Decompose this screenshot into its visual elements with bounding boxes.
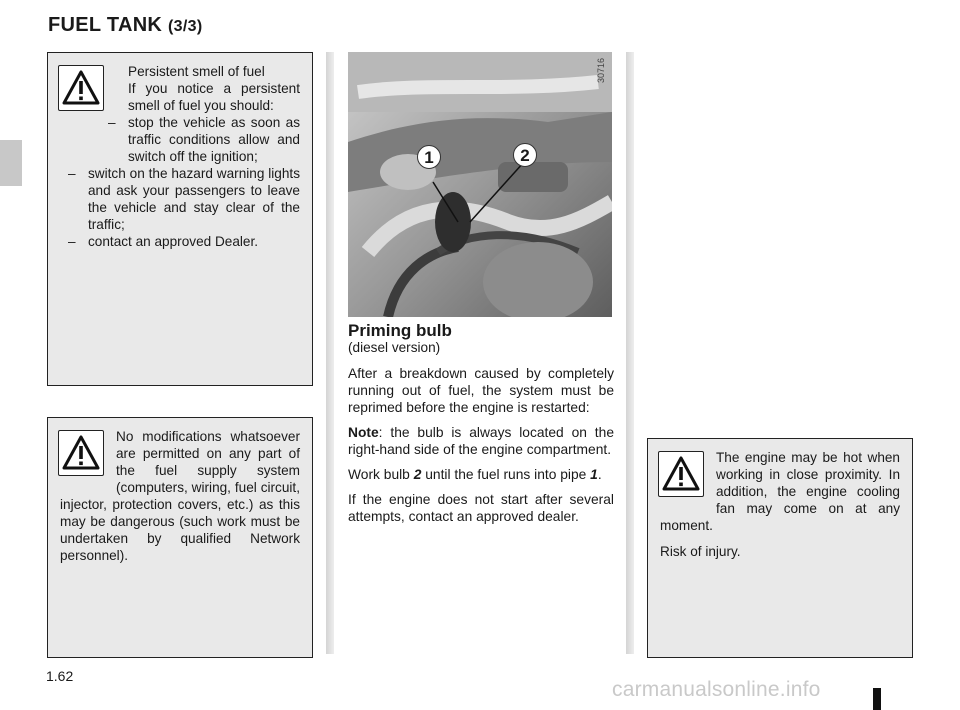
paragraph: After a breakdown caused by completely running out of fuel, the system must be reprimed before the engine is restarted: [348, 366, 614, 415]
note-label: Note [348, 425, 379, 440]
instruction-paragraph [348, 466, 614, 483]
note-paragraph [348, 424, 614, 458]
page-number: 1.62 [46, 668, 74, 684]
instruction-text: until the fuel runs into pipe [421, 467, 591, 482]
warning-text: The engine may be hot when working in close proximity. In addition, the engine cooling fan may come on at any moment. [660, 450, 900, 533]
warning-risk: Risk of injury. [660, 544, 741, 559]
callout-1: 1 [417, 145, 441, 169]
warning-box-fuel-smell [47, 52, 313, 386]
watermark: carmanualsonline.info [612, 678, 821, 701]
paragraph: If the engine does not start after several attempts, contact an approved dealer. [348, 492, 614, 524]
warning-triangle-icon [658, 451, 704, 497]
column-divider-right [626, 52, 634, 654]
page-title [48, 14, 202, 37]
warning-list-item: – switch on the hazard warning lights and ask your passengers to leave the vehicle and stay clear of the traffic; [60, 165, 300, 233]
callout-2: 2 [513, 143, 537, 167]
pipe-ref: 1 [590, 467, 598, 482]
priming-section [348, 322, 614, 533]
section-tab [0, 140, 22, 186]
page-title-suffix: (3/3) [168, 18, 203, 35]
warning-list-item: – contact an approved Dealer. [60, 233, 300, 250]
figure-id: 30716 [596, 58, 606, 84]
warning-intro: If you notice a persistent smell of fuel you should: [128, 81, 300, 113]
warning-heading: Persistent smell of fuel [128, 64, 265, 79]
warning-box-modifications [47, 417, 313, 658]
warning-box-engine-hot [647, 438, 913, 658]
section-variant: (diesel version) [348, 340, 441, 355]
instruction-text: Work bulb [348, 467, 414, 482]
warning-list-item: – stop the vehicle as soon as traffic conditions allow and switch off the ignition; [100, 114, 300, 165]
bulb-ref: 2 [413, 467, 422, 482]
page-title-text: FUEL TANK [48, 14, 163, 36]
instruction-text: . [597, 467, 602, 482]
warning-text: No modifications whatsoever are permitted on any part of the fuel supply system (computers, wiring, fuel circuit, injector, protection covers, etc.) as this may be dangerous (such work must be undertaken by qualified Network personnel). [60, 429, 300, 563]
warning-triangle-icon [58, 430, 104, 476]
column-divider-left [326, 52, 334, 654]
note-text: : the bulb is always located on the right-hand side of the engine compartment. [348, 425, 614, 457]
engine-photo [348, 52, 612, 317]
corner-marker [873, 688, 881, 710]
section-heading: Priming bulb [348, 321, 452, 340]
warning-triangle-icon [58, 65, 104, 111]
